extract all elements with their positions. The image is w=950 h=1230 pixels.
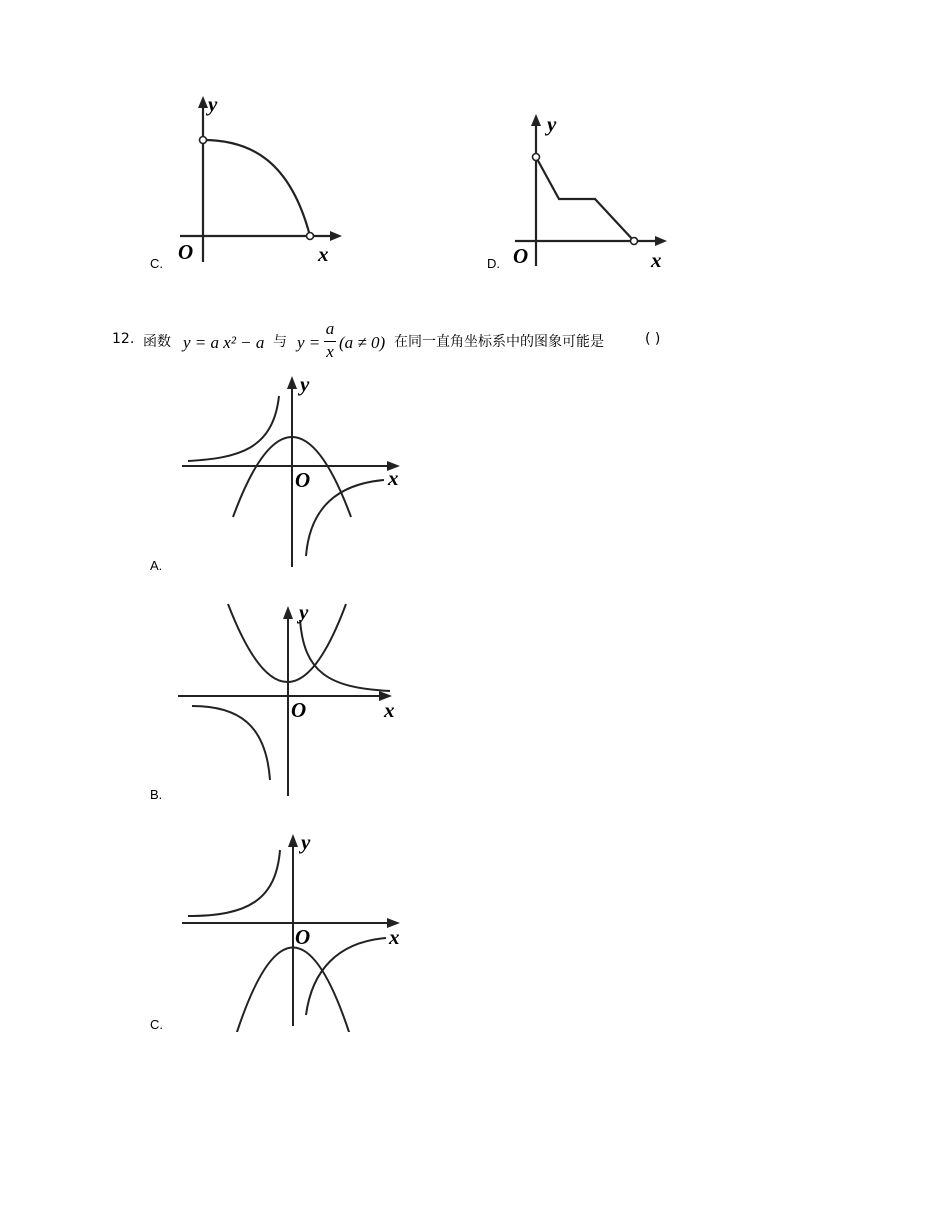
x-axis-label: x — [388, 466, 399, 490]
x-axis-label: x — [389, 925, 400, 949]
answer-blank: ( ) — [645, 331, 661, 347]
option-d-graph-prev — [505, 108, 695, 273]
question-prefix: 函数 — [143, 334, 171, 350]
open-point-x — [631, 238, 638, 245]
option-c-graph — [178, 830, 408, 1032]
piecewise-line — [536, 157, 634, 241]
x-arrow — [330, 231, 342, 241]
function-2-lhs: y = — [297, 333, 321, 352]
option-a-graph — [178, 372, 408, 570]
function-2-denominator: x — [326, 342, 334, 361]
y-arrow — [287, 376, 297, 389]
question-suffix: 在同一直角坐标系中的图象可能是 — [394, 334, 604, 350]
y-axis-label: y — [547, 112, 557, 136]
origin-label: O — [513, 244, 529, 268]
question-connector: 与 — [273, 334, 287, 350]
origin-label: O — [291, 698, 307, 722]
option-b-label: B. — [150, 787, 163, 802]
y-axis-label: y — [300, 372, 310, 396]
quarter-curve — [203, 140, 310, 236]
hyperbola-branch-right — [306, 938, 386, 1015]
function-1: y = a x² − a — [183, 333, 265, 352]
option-c-label: C. — [150, 1017, 163, 1032]
y-arrow — [531, 114, 541, 126]
y-axis-label: y — [301, 830, 311, 854]
x-axis-label: x — [318, 242, 329, 266]
option-c-label-prev: C. — [150, 256, 163, 271]
function-2-condition: (a ≠ 0) — [339, 333, 386, 352]
function-2-numerator: a — [325, 319, 335, 338]
y-arrow — [198, 96, 208, 108]
open-point-y — [200, 137, 207, 144]
y-arrow — [283, 606, 293, 619]
x-axis-label: x — [384, 698, 395, 722]
question-number: 12. — [112, 331, 135, 347]
y-arrow — [288, 834, 298, 847]
origin-label: O — [178, 240, 194, 264]
hyperbola-branch-left — [192, 706, 270, 780]
hyperbola-branch-right — [300, 620, 390, 691]
option-c-graph-prev — [170, 90, 360, 275]
option-b-graph — [178, 600, 408, 800]
hyperbola-branch-left — [188, 396, 279, 461]
origin-label: O — [295, 468, 311, 492]
x-axis-label: x — [651, 248, 662, 272]
x-arrow — [655, 236, 667, 246]
y-axis-label: y — [299, 600, 309, 624]
origin-label: O — [295, 925, 311, 949]
hyperbola-branch-right — [306, 480, 384, 556]
open-point-x — [307, 233, 314, 240]
y-axis-label: y — [208, 92, 218, 116]
open-point-y — [533, 154, 540, 161]
hyperbola-branch-left — [188, 850, 280, 916]
option-d-label-prev: D. — [487, 256, 500, 271]
option-a-label: A. — [150, 558, 163, 573]
